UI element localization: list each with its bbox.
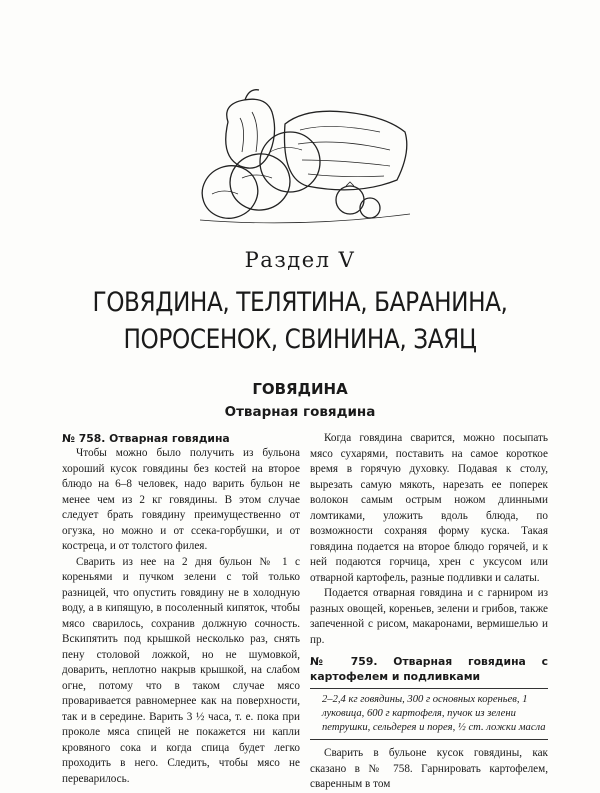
paragraph: Сварить в бульоне кусок говядины, как сказано в № 758. Гарнировать картофелем, сваренным в том [310, 747, 548, 790]
paragraph: Подается отварная говядина и с гарниром из разных овощей, кореньев, зелени и грибов, также запеченной с рисом, макаронами, вермишелью и пр. [310, 587, 548, 646]
paragraph: Сварить из нее на 2 дня бульон № 1 с кореньями и пучком зелени с той только разницей, что опустить говядину не в холодную воду, а в кипящую, в посоленный кипяток, чтобы мясо сварилось, сохранив должную сочность. Вскипятить под крышкой несколько раз, снять пену столовой ложкой, но не шумовкой, доварить, неплотно накрыв крышкой, на слабом огне, потому что в таком случае мясо проваривается равномернее как на поверхности, так и в середине. Варить 3 ½ часа, т. е. пока при проколе мяса спицей не покажется ни капли кровяного сока и когда спица будет легко проходить в него. Следить, чтобы мясо не переварилось. [62, 555, 300, 785]
title-line: ГОВЯДИНА, ТЕЛЯТИНА, БАРАНИНА, [92, 287, 508, 318]
section-label: Раздел V [244, 248, 356, 272]
subheading-secondary: Отварная говядина [224, 404, 376, 420]
right-column [310, 431, 548, 793]
title-line: ПОРОСЕНОК, СВИНИНА, ЗАЯЦ [123, 324, 477, 355]
food-illustration [190, 82, 420, 232]
chapter-title [42, 284, 558, 358]
left-column [62, 431, 300, 787]
meat-slab-drawing [284, 111, 406, 190]
paragraph: Чтобы можно было получить из бульона хороший кусок говядины без костей на второе блюдо на 6–8 человек, надо варить бульон не менее чем из 2 кг говядины. В этом случае следует брать говядину преимущественно от огузка, но можно и от ссека-горбушки, и от костреца, и от толстого филея. [62, 447, 300, 552]
subheading: ГОВЯДИНА [252, 380, 348, 398]
recipe-758-title: № 758. Отварная говядина [62, 432, 230, 445]
paragraph: Когда говядина сварится, можно посыпать мясо сухарями, поставить на самое короткое время в горячую духовку. Подавая к столу, вырезать самую мякоть, нарезать ее поперек волокон самым острым ножом длинными ломтиками, уложить вдоль блюда, по возможности сохраняя форму куска. Такая говядина подается на второе блюдо горячей, и к ней подаются горчица, хрен с уксусом или отварной картофель, разные подливки и салаты. [310, 432, 548, 584]
ingredients-list: 2–2,4 кг говядины, 300 г основных кореньев, 1 луковица, 600 г картофеля, пучок из зелени петрушки, сельдерея и порея, ½ ст. ложки масла [310, 688, 548, 740]
meat-slices-drawing [195, 132, 320, 226]
recipe-759-title: № 759. Отварная говядина с картофелем и подливками [310, 655, 548, 683]
